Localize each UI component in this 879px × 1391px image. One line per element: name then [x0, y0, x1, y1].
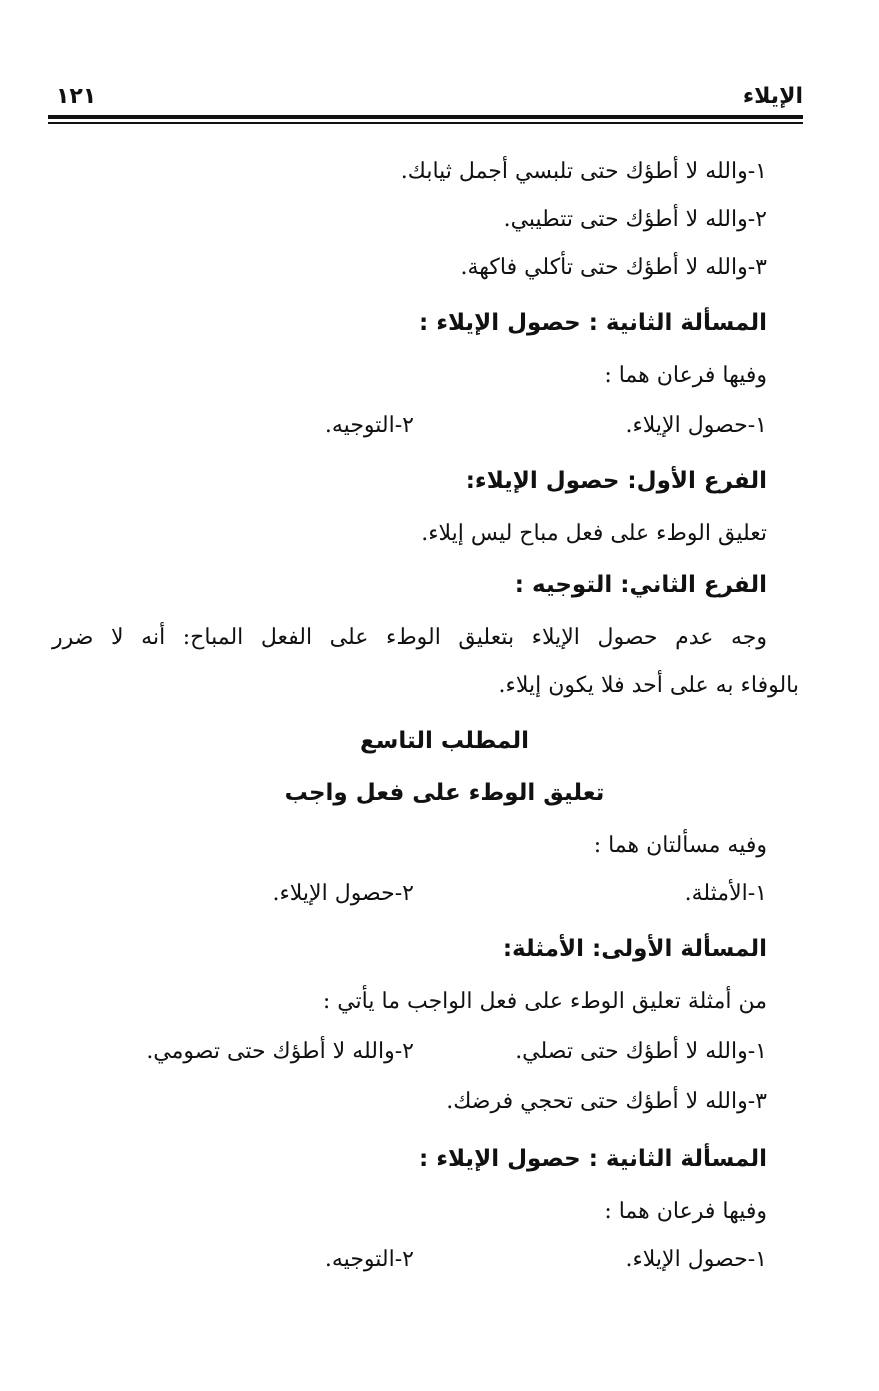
- heading-issue-2-second: المسألة الثانية : حصول الإيلاء :: [419, 1146, 767, 1172]
- wajib-example-1: ١-والله لا أطؤك حتى تصلي.: [515, 1039, 767, 1064]
- heading-branch-2: الفرع الثاني: التوجيه :: [514, 572, 767, 598]
- branch-item-1: ١-حصول الإيلاء.: [625, 413, 767, 438]
- branches-intro: وفيها فرعان هما :: [604, 363, 767, 388]
- issue-item-2: ٢-حصول الإيلاء.: [272, 881, 414, 906]
- example-line-3: ٣-والله لا أطؤك حتى تأكلي فاكهة.: [460, 255, 767, 280]
- branch-item-2-second: ٢-التوجيه.: [324, 1247, 414, 1272]
- issue-item-1: ١-الأمثلة.: [684, 881, 767, 906]
- section-title: المطلب التاسع: [360, 728, 529, 754]
- heading-issue-1: المسألة الأولى: الأمثلة:: [502, 936, 767, 962]
- branch-1-text: تعليق الوطء على فعل مباح ليس إيلاء.: [421, 521, 767, 546]
- header-rule-thick: [48, 115, 803, 119]
- running-header: [48, 78, 803, 112]
- heading-issue-2: المسألة الثانية : حصول الإيلاء :: [419, 310, 767, 336]
- branch-item-1-second: ١-حصول الإيلاء.: [625, 1247, 767, 1272]
- example-line-1: ١-والله لا أطؤك حتى تلبسي أجمل ثيابك.: [400, 159, 767, 184]
- examples-intro: من أمثلة تعليق الوطء على فعل الواجب ما يأتي :: [322, 989, 767, 1014]
- section-subtitle: تعليق الوطء على فعل واجب: [284, 780, 605, 806]
- branch-2-text-line-1: وجه عدم حصول الإيلاء بتعليق الوطء على الفعل المباح: أنه لا ضرر: [52, 625, 767, 650]
- page-number: ١٢١: [56, 84, 97, 109]
- chapter-title: الإيلاء: [742, 84, 803, 109]
- heading-branch-1: الفرع الأول: حصول الإيلاء:: [465, 468, 767, 494]
- wajib-example-3: ٣-والله لا أطؤك حتى تحجي فرضك.: [446, 1089, 767, 1114]
- branch-2-text-line-2: بالوفاء به على أحد فلا يكون إيلاء.: [498, 673, 799, 698]
- header-rule-thin: [48, 122, 803, 124]
- wajib-example-2: ٢-والله لا أطؤك حتى تصومي.: [146, 1039, 414, 1064]
- branches-intro-second: وفيها فرعان هما :: [604, 1199, 767, 1224]
- example-line-2: ٢-والله لا أطؤك حتى تتطيبي.: [503, 207, 767, 232]
- issues-intro: وفيه مسألتان هما :: [593, 833, 767, 858]
- branch-item-2: ٢-التوجيه.: [324, 413, 414, 438]
